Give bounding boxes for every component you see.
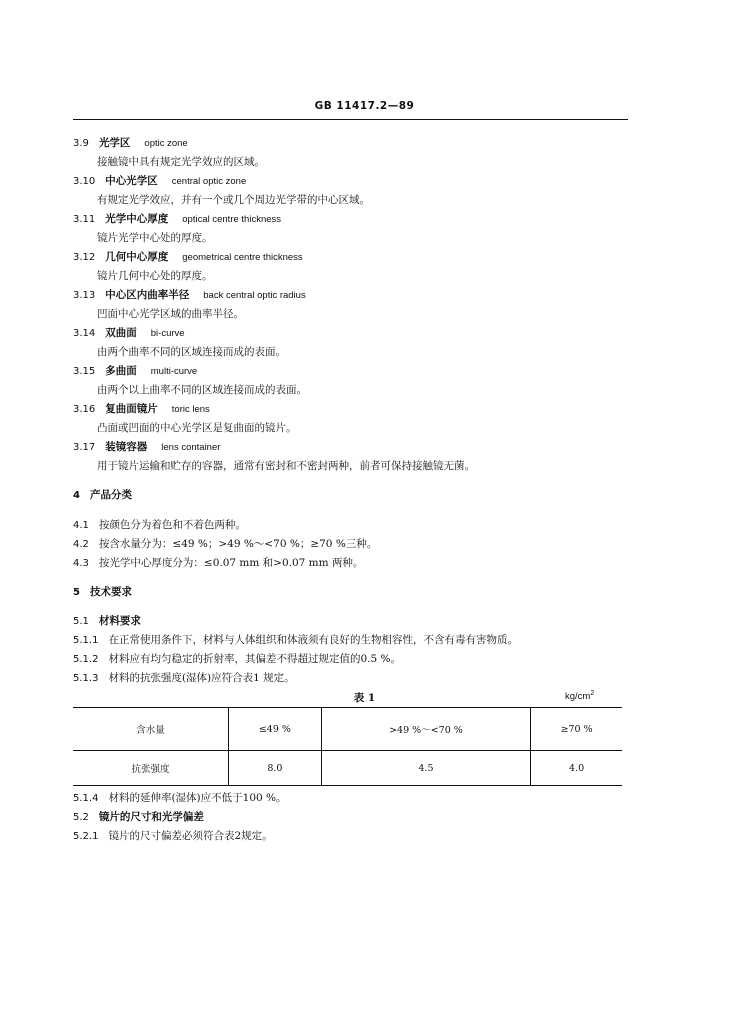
clause-number: 4.1 xyxy=(73,520,89,531)
clause-number: 4.3 xyxy=(73,558,89,569)
term-cn: 中心光学区 xyxy=(105,175,158,187)
term-en: lens container xyxy=(161,442,221,453)
clause xyxy=(73,633,518,648)
term-definition: 镜片几何中心处的厚度。 xyxy=(97,270,213,282)
term-heading xyxy=(73,288,306,303)
term-heading xyxy=(73,402,210,417)
clause-text: 材料的延伸率(湿体)应不低于100 %。 xyxy=(108,792,287,804)
table-cell: >49 %～<70 % xyxy=(321,708,530,751)
term-en: central optic zone xyxy=(171,176,247,187)
section-5-heading xyxy=(73,585,132,600)
term-cn: 中心区内曲率半径 xyxy=(105,289,190,301)
clause-text: 在正常使用条件下，材料与人体组织和体液须有良好的生物相容性，不含有毒有害物质。 xyxy=(108,634,518,646)
clause-number: 5.1.4 xyxy=(73,793,99,804)
term-definition: 有规定光学效应，并有一个或几个周边光学带的中心区域。 xyxy=(97,194,370,206)
term-en: optic zone xyxy=(144,138,188,149)
term-number: 3.9 xyxy=(73,138,89,149)
table-cell: ≥70 % xyxy=(531,708,622,751)
section-number: 4 xyxy=(73,490,80,501)
term-number: 3.12 xyxy=(73,252,96,263)
clause-number: 5.1.3 xyxy=(73,673,99,684)
clause xyxy=(73,829,273,844)
subsection-title: 材料要求 xyxy=(98,615,141,627)
term-number: 3.14 xyxy=(73,328,96,339)
clause-text: 按光学中心厚度分为：≤0.07 mm 和>0.07 mm 两种。 xyxy=(98,557,364,569)
clause xyxy=(73,556,363,571)
clause xyxy=(73,537,377,552)
subsection-title: 镜片的尺寸和光学偏差 xyxy=(98,811,204,823)
unit-text: kg/cm xyxy=(565,691,591,703)
clause xyxy=(73,791,287,806)
term-cn: 复曲面镜片 xyxy=(105,403,158,415)
clause-text: 镜片的尺寸偏差必须符合表2规定。 xyxy=(108,830,273,842)
term-cn: 装镜容器 xyxy=(105,441,148,453)
term-heading xyxy=(73,250,303,265)
term-number: 3.13 xyxy=(73,290,96,301)
term-number: 3.15 xyxy=(73,366,96,377)
header-rule xyxy=(73,119,628,120)
table-row xyxy=(73,751,622,786)
term-en: optical centre thickness xyxy=(182,214,282,225)
standard-number: GB 11417.2—89 xyxy=(314,100,415,112)
clause xyxy=(73,671,295,686)
term-definition: 凸面或凹面的中心光学区是复曲面的镜片。 xyxy=(97,422,297,434)
subsection-number: 5.2 xyxy=(73,812,89,823)
clause-number: 4.2 xyxy=(73,539,89,550)
clause xyxy=(73,518,246,533)
term-en: back central optic radius xyxy=(203,290,306,301)
clause-number: 5.2.1 xyxy=(73,831,99,842)
term-definition: 由两个以上曲率不同的区域连接而成的表面。 xyxy=(97,384,307,396)
term-cn: 光学区 xyxy=(98,137,131,149)
term-cn: 多曲面 xyxy=(105,365,137,377)
section-number: 5 xyxy=(73,587,80,598)
section-title: 产品分类 xyxy=(89,489,132,501)
term-cn: 双曲面 xyxy=(105,327,137,339)
term-definition: 由两个曲率不同的区域连接而成的表面。 xyxy=(97,346,286,358)
clause xyxy=(73,652,401,667)
table-row xyxy=(73,708,622,751)
clause-number: 5.1.2 xyxy=(73,654,99,665)
term-en: toric lens xyxy=(171,404,210,415)
section-4-heading xyxy=(73,488,132,503)
subsection-number: 5.1 xyxy=(73,616,89,627)
clause-text: 按含水量分为：≤49 %；>49 %～<70 %；≥70 %三种。 xyxy=(98,538,378,550)
term-heading xyxy=(73,174,246,189)
table-1-title: 表 1 xyxy=(353,692,376,704)
clause-text: 材料的抗张强度(湿体)应符合表1 规定。 xyxy=(108,672,295,684)
table-1-unit xyxy=(565,690,594,702)
term-heading xyxy=(73,212,281,227)
term-definition: 用于镜片运输和贮存的容器，通常有密封和不密封两种，前者可保持接触镜无菌。 xyxy=(97,460,475,472)
section-title: 技术要求 xyxy=(89,586,132,598)
term-definition: 接触镜中具有规定光学效应的区域。 xyxy=(97,156,265,168)
clause-number: 5.1.1 xyxy=(73,635,99,646)
term-number: 3.17 xyxy=(73,442,96,453)
table-cell: ≤49 % xyxy=(229,708,322,751)
table-cell: 抗张强度 xyxy=(73,751,229,786)
term-en: multi-curve xyxy=(150,366,198,377)
table-cell: 4.0 xyxy=(531,751,622,786)
table-cell: 含水量 xyxy=(73,708,229,751)
term-cn: 光学中心厚度 xyxy=(105,213,169,225)
table-cell: 8.0 xyxy=(229,751,322,786)
term-heading xyxy=(73,440,220,455)
term-heading xyxy=(73,326,185,341)
term-number: 3.10 xyxy=(73,176,96,187)
term-en: geometrical centre thickness xyxy=(182,252,303,263)
term-cn: 几何中心厚度 xyxy=(105,251,169,263)
term-definition: 镜片光学中心处的厚度。 xyxy=(97,232,213,244)
term-heading xyxy=(73,136,188,151)
table-cell: 4.5 xyxy=(321,751,530,786)
term-heading xyxy=(73,364,197,379)
table-1 xyxy=(73,707,622,786)
term-number: 3.16 xyxy=(73,404,96,415)
clause-text: 材料应有均匀稳定的折射率，其偏差不得超过规定值的0.5 %。 xyxy=(108,653,401,665)
term-en: bi-curve xyxy=(150,328,185,339)
subsection-heading xyxy=(73,810,204,825)
clause-text: 按颜色分为着色和不着色两种。 xyxy=(98,519,246,531)
unit-superscript: 2 xyxy=(590,690,595,697)
subsection-heading xyxy=(73,614,141,629)
term-definition: 凹面中心光学区域的曲率半径。 xyxy=(97,308,244,320)
term-number: 3.11 xyxy=(73,214,96,225)
